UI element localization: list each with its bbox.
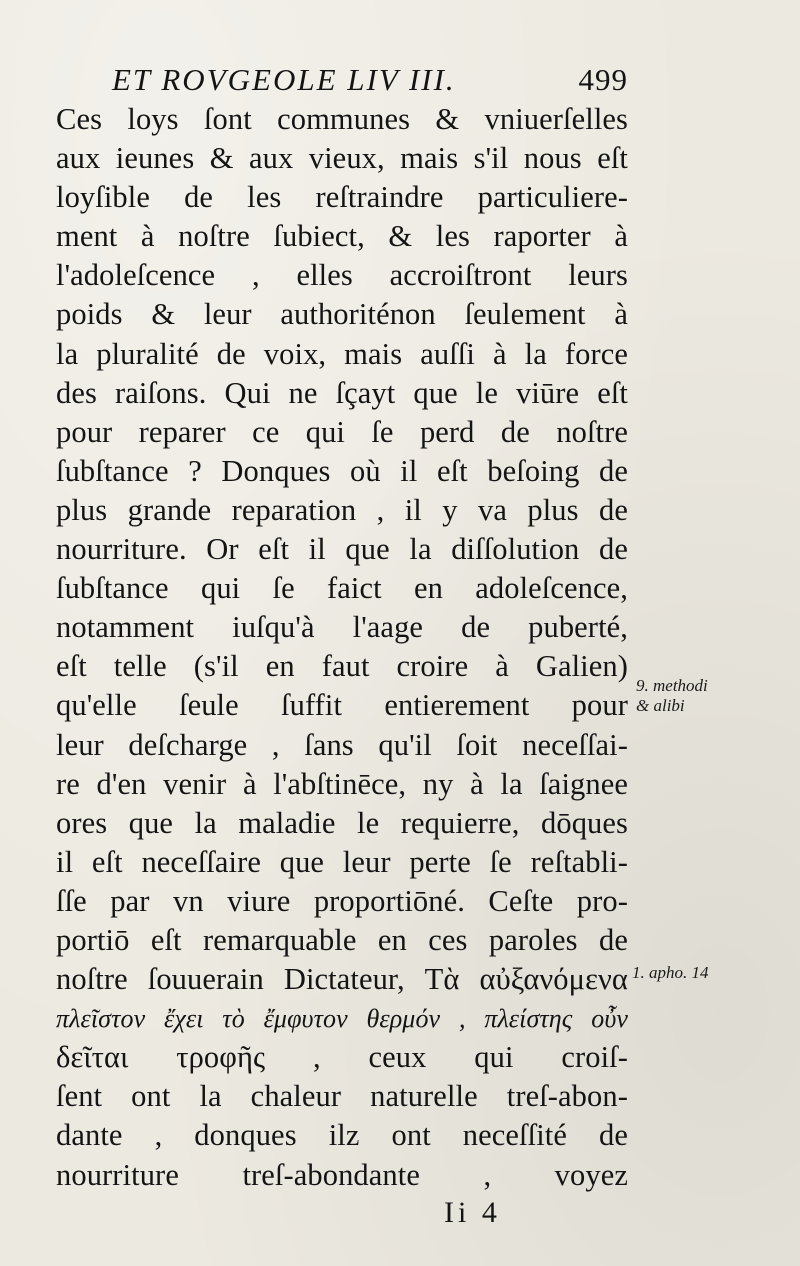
- text-line: notamment iuſqu'à l'aage de puberté,: [56, 610, 628, 645]
- running-title: ET ROVGEOLE LIV III.: [112, 62, 456, 97]
- text-line: Ces loys ſont communes & vniuerſelles: [56, 102, 628, 136]
- margin-note-methodi: [636, 676, 708, 716]
- text-line: ment à noſtre ſubiect, & les raporter à: [56, 219, 628, 254]
- text-line: il eſt neceſſaire que leur perte ſe reſtabli-: [56, 844, 628, 879]
- text-line: eſt telle (s'il en faut croire à Galien): [56, 649, 628, 684]
- text-line: aux ieunes & aux vieux, mais s'il nous eſt: [56, 141, 628, 176]
- page-number: 499: [578, 62, 628, 97]
- margin-note-line: 9. methodi: [636, 676, 708, 695]
- signature-mark: Ii 4: [444, 1196, 501, 1229]
- text-line: re d'en venir à l'abſtinēce, ny à la ſaignee: [56, 766, 628, 801]
- text-line: loyſible de les reſtraindre particuliere-: [56, 180, 628, 215]
- margin-note-aphorism: 1. apho. 14: [632, 963, 709, 982]
- text-line: noſtre ſouuerain Dictateur, Τὰ αὐξανόμενα: [56, 962, 628, 997]
- text-line: ſubſtance qui ſe faict en adoleſcence,: [56, 571, 628, 606]
- text-line: nourriture. Or eſt il que la diſſolution de: [56, 532, 628, 567]
- running-header: [112, 58, 632, 102]
- text-line: δεῖται τροφῆς , ceux qui croiſ-: [56, 1040, 628, 1075]
- text-line: nourriture treſ-abondante , voyez: [56, 1157, 628, 1192]
- text-line: ſent ont la chaleur naturelle treſ-abon-: [56, 1079, 628, 1114]
- greek-text-line: πλεῖστον ἔχει τὸ ἔμφυτον θερμόν , πλείστης οὖν: [56, 1004, 628, 1034]
- text-line: leur deſcharge , ſans qu'il ſoit neceſſai-: [56, 727, 628, 762]
- text-line: l'adoleſcence , elles accroiſtront leurs: [56, 258, 628, 293]
- text-line: la pluralité de voix, mais auſſi à la force: [56, 336, 628, 371]
- text-line: portiō eſt remarquable en ces paroles de: [56, 922, 628, 957]
- text-line: des raiſons. Qui ne ſçayt que le viūre eſt: [56, 375, 628, 410]
- margin-note-line: & alibi: [636, 696, 685, 715]
- body-text: [56, 100, 628, 1195]
- text-line: poids & leur authoriténon ſeulement à: [56, 297, 628, 332]
- text-line: ſſe par vn viure proportiōné. Ceſte pro-: [56, 883, 628, 918]
- text-line: qu'elle ſeule ſuffit entierement pour: [56, 688, 628, 723]
- text-line: pour reparer ce qui ſe perd de noſtre: [56, 414, 628, 449]
- text-line: ſubſtance ? Donques où il eſt beſoing de: [56, 453, 628, 488]
- text-line: plus grande reparation , il y va plus de: [56, 492, 628, 527]
- text-line: ores que la maladie le requierre, dōques: [56, 805, 628, 840]
- text-line: dante , donques ilz ont neceſſité de: [56, 1118, 628, 1153]
